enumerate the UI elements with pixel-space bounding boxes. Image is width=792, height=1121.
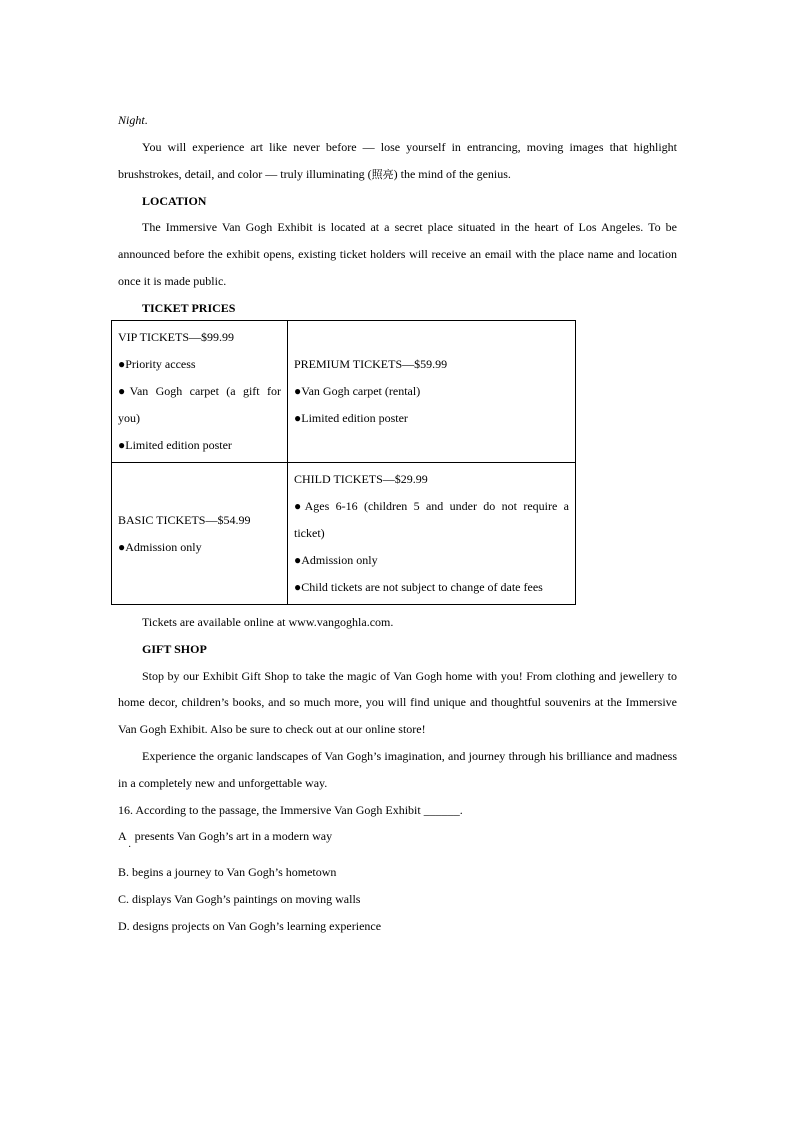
option-a-letter: A [118, 829, 127, 843]
option-a-dot-mark: · [128, 842, 132, 853]
chinese-gloss: 照亮 [371, 168, 394, 181]
night-word: Night [118, 113, 145, 127]
vip-bullet-2-cont: you) [118, 411, 140, 425]
gift-shop-line-3: Van Gogh Exhibit. Also be sure to check out at our online store! [118, 722, 426, 736]
child-bullet-3: ●Child tickets are not subject to change of date fees [294, 580, 543, 594]
vip-bullet-1: ●Priority access [118, 357, 196, 371]
experience-line-2 [118, 167, 511, 182]
premium-bullet-2: ●Limited edition poster [294, 411, 408, 425]
ticket-prices-heading: TICKET PRICES [142, 301, 236, 315]
vip-bullet-2: ●Van Gogh carpet (a gift for [118, 384, 281, 398]
ticket-table [111, 320, 576, 605]
experience-line-1: You will experience art like never before — lose yourself in entrancing, moving images that highlight [142, 140, 677, 154]
vip-cell [112, 321, 288, 463]
option-b: B. begins a journey to Van Gogh’s hometown [118, 865, 337, 879]
vip-bullet-3: ●Limited edition poster [118, 438, 232, 452]
location-line-1: The Immersive Van Gogh Exhibit is located at a secret place situated in the heart of Los Angeles. To be [142, 220, 677, 234]
experience-text-a: brushstrokes, detail, and color — truly illuminating ( [118, 167, 372, 181]
option-a [118, 829, 332, 843]
experience-text-b: ) the mind of the genius. [393, 167, 511, 181]
child-cell [288, 463, 576, 605]
premium-bullet-1: ●Van Gogh carpet (rental) [294, 384, 421, 398]
option-d: D. designs projects on Van Gogh’s learning experience [118, 919, 382, 933]
ticket-row-2 [112, 463, 576, 605]
location-line-2: announced before the exhibit opens, existing ticket holders will receive an email with the place name and location [118, 247, 677, 261]
child-bullet-1: ●Ages 6-16 (children 5 and under do not require a [294, 499, 569, 513]
basic-cell [112, 463, 288, 605]
vip-title: VIP TICKETS—$99.99 [118, 330, 235, 344]
tickets-online-note: Tickets are available online at www.vangoghla.com. [142, 615, 394, 629]
gift-shop-line-2: home decor, children’s books, and so much more, you will find unique and thoughtful souvenirs at the Immersive [118, 695, 677, 709]
intro-night-line [118, 113, 148, 127]
night-period: . [144, 113, 148, 127]
closing-line-2: in a completely new and unforgettable way. [118, 776, 328, 790]
premium-cell [288, 321, 576, 463]
basic-bullet-1: ●Admission only [118, 539, 202, 554]
location-heading: LOCATION [142, 194, 207, 208]
child-bullet-1-cont: ticket) [294, 526, 325, 540]
location-line-3: once it is made public. [118, 274, 227, 288]
closing-line-1: Experience the organic landscapes of Van Gogh’s imagination, and journey through his brilliance and madness [142, 749, 677, 763]
basic-title: BASIC TICKETS—$54.99 [118, 512, 251, 527]
child-bullet-2: ●Admission only [294, 553, 378, 567]
gift-shop-heading: GIFT SHOP [142, 642, 207, 656]
ticket-row-1 [112, 321, 576, 463]
child-title: CHILD TICKETS—$29.99 [294, 472, 428, 486]
option-a-text: presents Van Gogh’s art in a modern way [134, 829, 333, 843]
option-c: C. displays Van Gogh’s paintings on moving walls [118, 892, 361, 906]
question-stem: 16. According to the passage, the Immersive Van Gogh Exhibit ______. [118, 803, 463, 817]
premium-title: PREMIUM TICKETS—$59.99 [294, 357, 448, 371]
gift-shop-line-1: Stop by our Exhibit Gift Shop to take the magic of Van Gogh home with you! From clothing and jewellery to [142, 669, 677, 683]
